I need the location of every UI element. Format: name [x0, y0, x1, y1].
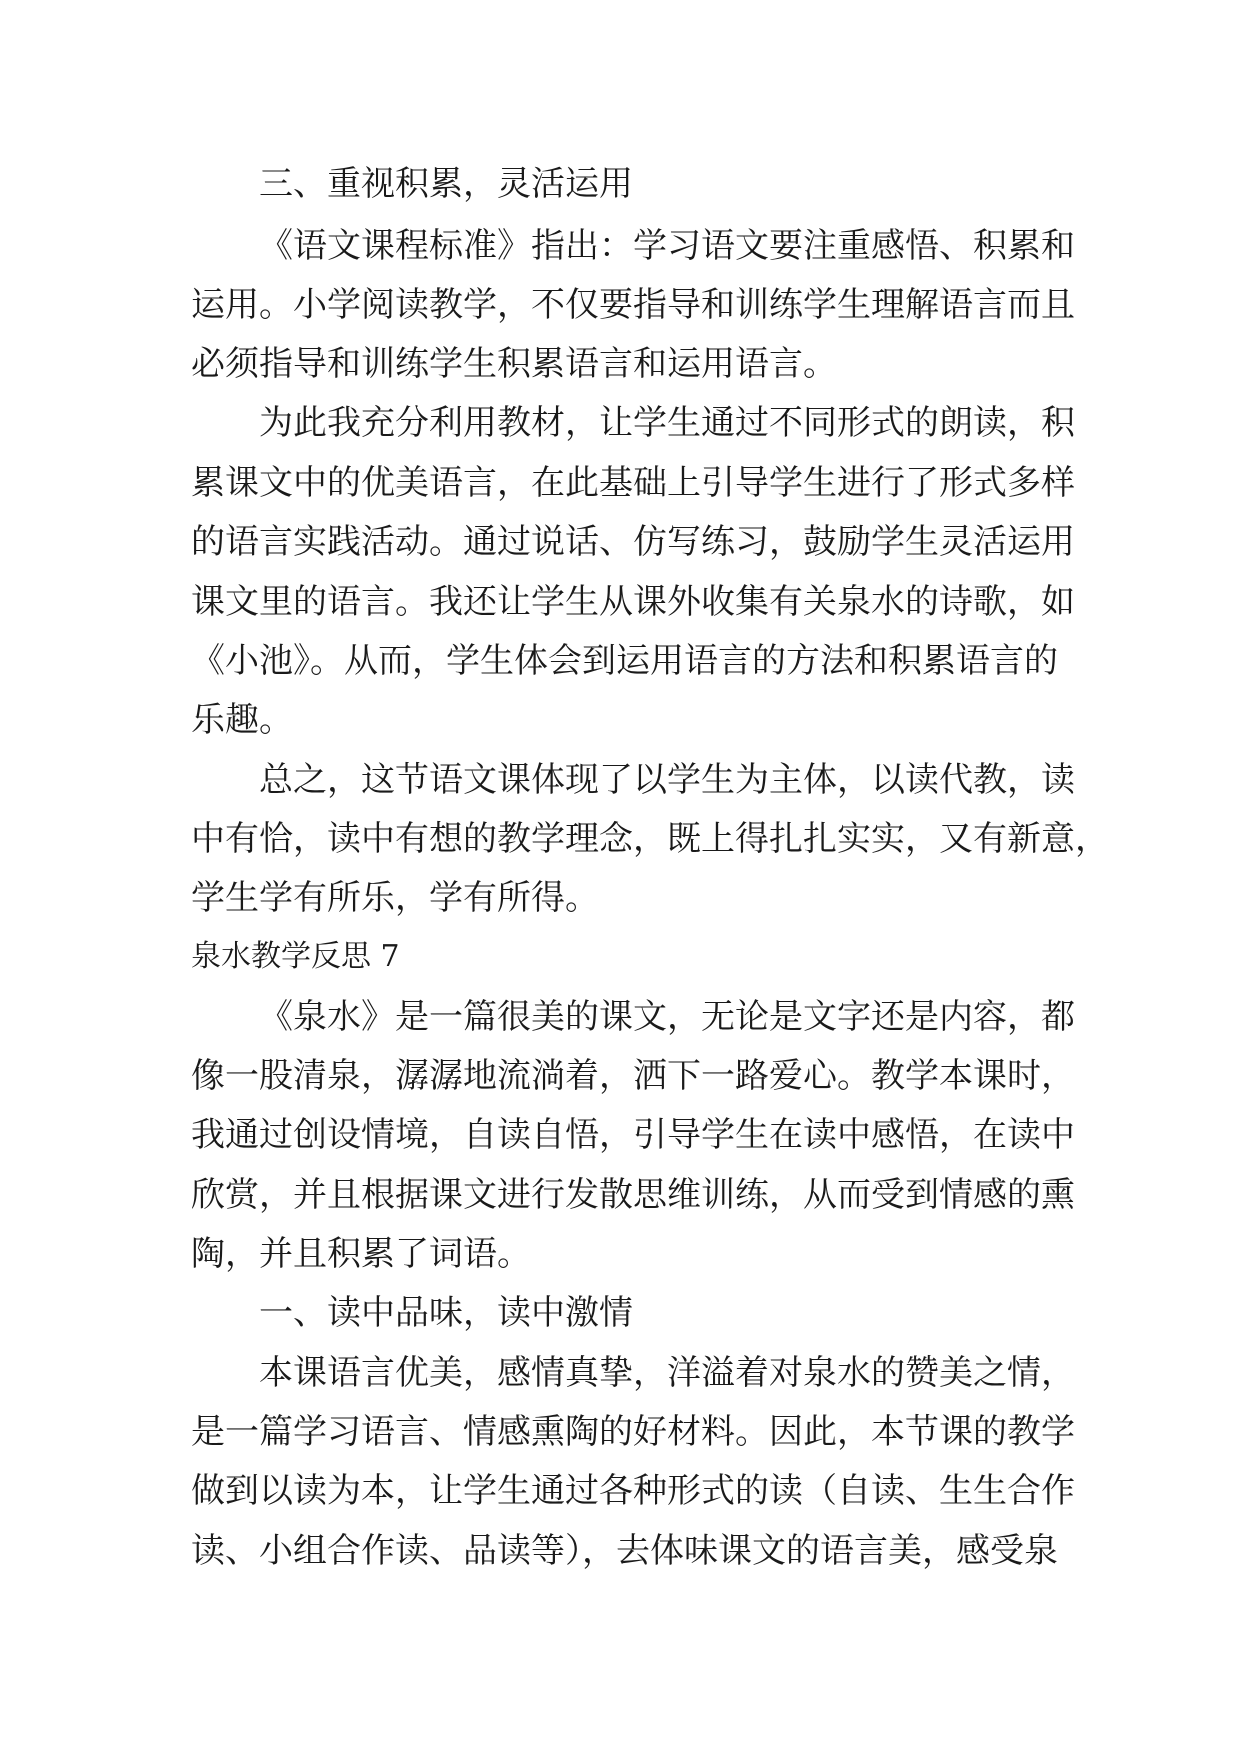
paragraph-line: 学生学有所乐，学有所得。	[191, 878, 599, 918]
paragraph-line: 《泉水》是一篇很美的课文，无论是文字还是内容，都	[259, 997, 1075, 1037]
section-heading: 一、读中品味，读中激情	[259, 1293, 633, 1333]
paragraph-line: 《语文课程标准》指出：学习语文要注重感悟、积累和	[259, 226, 1075, 266]
paragraph-line: 运用。小学阅读教学，不仅要指导和训练学生理解语言而且	[191, 285, 1075, 325]
paragraph-line: 的语言实践活动。通过说话、仿写练习，鼓励学生灵活运用	[191, 522, 1075, 562]
paragraph-line: 做到以读为本，让学生通过各种形式的读（自读、生生合作	[191, 1471, 1075, 1511]
paragraph-line: 欣赏，并且根据课文进行发散思维训练，从而受到情感的熏	[191, 1175, 1075, 1215]
paragraph-line: 为此我充分利用教材，让学生通过不同形式的朗读，积	[259, 403, 1075, 443]
paragraph-line: 我通过创设情境，自读自悟，引导学生在读中感悟，在读中	[191, 1115, 1075, 1155]
section-heading: 三、重视积累，灵活运用	[259, 164, 633, 204]
paragraph-line: 课文里的语言。我还让学生从课外收集有关泉水的诗歌，如	[191, 582, 1075, 622]
paragraph-line: 累课文中的优美语言，在此基础上引导学生进行了形式多样	[191, 463, 1075, 503]
paragraph-line: 是一篇学习语言、情感熏陶的好材料。因此，本节课的教学	[191, 1412, 1075, 1452]
paragraph-line: 像一股清泉，潺潺地流淌着，洒下一路爱心。教学本课时，	[191, 1056, 1075, 1096]
paragraph-line: 《小池》。从而，学生体会到运用语言的方法和积累语言的	[191, 641, 1058, 681]
paragraph-line: 乐趣。	[191, 700, 293, 740]
paragraph-line: 陶，并且积累了词语。	[191, 1234, 531, 1274]
paragraph-line: 本课语言优美，感情真挚，洋溢着对泉水的赞美之情，	[259, 1353, 1075, 1393]
paragraph-line: 中有恰，读中有想的教学理念，既上得扎扎实实，又有新意，	[191, 819, 1109, 859]
paragraph-line: 读、小组合作读、品读等），去体味课文的语言美，感受泉	[191, 1531, 1058, 1571]
paragraph-line: 总之，这节语文课体现了以学生为主体，以读代教，读	[259, 760, 1075, 800]
paragraph-line: 必须指导和训练学生积累语言和运用语言。	[191, 344, 837, 384]
article-title: 泉水教学反思 7	[191, 939, 400, 974]
